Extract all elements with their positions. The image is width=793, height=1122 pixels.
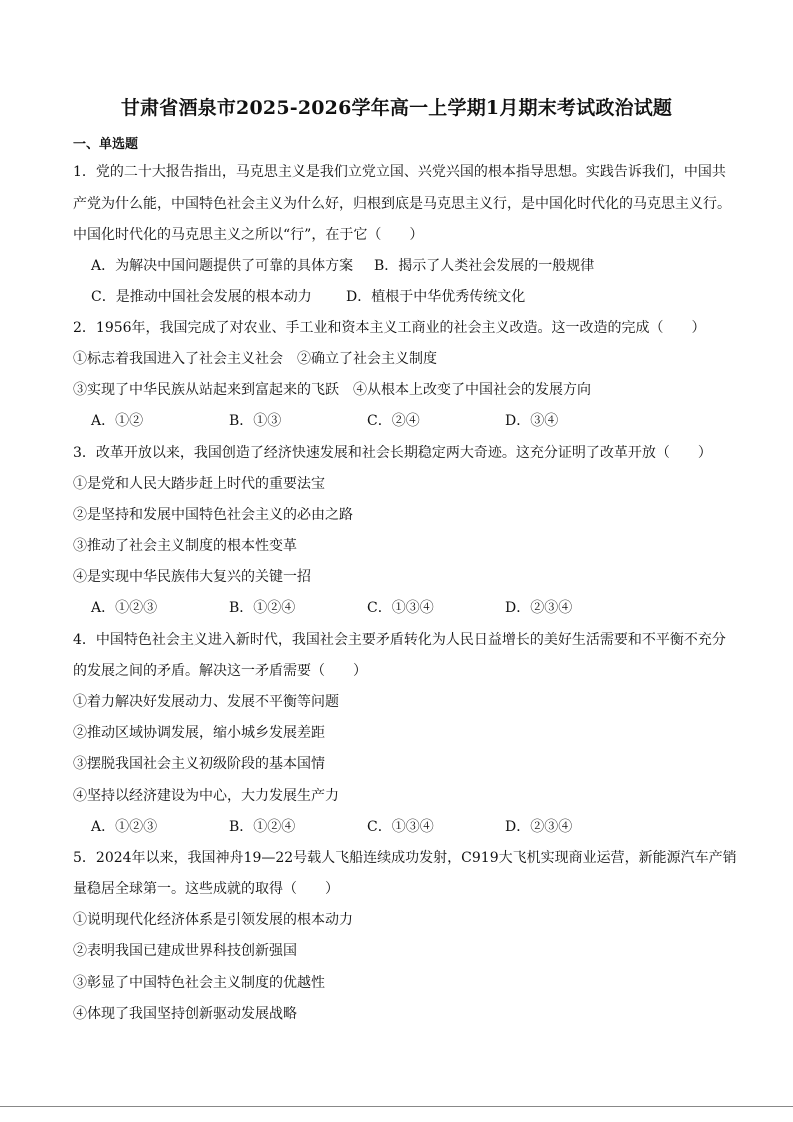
- q4-option-a: A．①②③: [91, 819, 158, 835]
- q1-options-row-2: [91, 287, 525, 307]
- q4-statement-3: ③摆脱我国社会主义初级阶段的基本国情: [73, 756, 325, 772]
- q3-options: [91, 598, 643, 618]
- q5-stem-line-1: 5．2024年以来，我国神舟19—22号载人飞船连续成功发射，C919大飞机实现商业运营，新能源汽车产销: [73, 850, 737, 866]
- q1-option-d: D．植根于中华优秀传统文化: [346, 289, 526, 305]
- q2-options: [91, 411, 643, 431]
- q3-option-d: D．②③④: [505, 600, 573, 616]
- q1-line-3: 中国化时代化的马克思主义之所以“行”，在于它（ ）: [73, 227, 424, 243]
- q1-line-1: 1．党的二十大报告指出，马克思主义是我们立党立国、兴党兴国的根本指导思想。实践告诉我们，中国共: [73, 164, 726, 180]
- q1-option-c: C．是推动中国社会发展的根本动力: [91, 289, 312, 305]
- q3-option-b: B．①②④: [229, 600, 296, 616]
- q5-statement-3: ③彰显了中国特色社会主义制度的优越性: [73, 975, 325, 991]
- q1-option-b: B．揭示了人类社会发展的一般规律: [374, 258, 595, 274]
- q2-option-a: A．①②: [91, 413, 144, 429]
- page-bottom-rule: [0, 1106, 793, 1107]
- q4-option-d: D．②③④: [505, 819, 573, 835]
- q2-statements-2: ③实现了中华民族从站起来到富起来的飞跃 ④从根本上改变了中国社会的发展方向: [73, 382, 591, 398]
- q3-statement-3: ③推动了社会主义制度的根本性变革: [73, 538, 297, 554]
- q2-option-b: B．①③: [229, 413, 282, 429]
- q2-option-c: C．②④: [367, 413, 420, 429]
- q4-statement-4: ④坚持以经济建设为中心，大力发展生产力: [73, 788, 339, 804]
- q2-option-d: D．③④: [505, 413, 559, 429]
- q4-option-b: B．①②④: [229, 819, 296, 835]
- q5-statement-2: ②表明我国已建成世界科技创新强国: [73, 943, 297, 959]
- q2-stem: 2．1956年，我国完成了对农业、手工业和资本主义工商业的社会主义改造。这一改造的完成（ ）: [73, 320, 706, 336]
- q3-statement-2: ②是坚持和发展中国特色社会主义的必由之路: [73, 507, 353, 523]
- q4-options: [91, 817, 643, 837]
- q5-stem-line-2: 量稳居全球第一。这些成就的取得（ ）: [73, 881, 339, 897]
- q3-statement-4: ④是实现中华民族伟大复兴的关键一招: [73, 569, 311, 585]
- q4-statement-1: ①着力解决好发展动力、发展不平衡等问题: [73, 694, 339, 710]
- q4-stem-line-1: 4．中国特色社会主义进入新时代，我国社会主要矛盾转化为人民日益增长的美好生活需要和不平衡不充分: [73, 632, 726, 648]
- exam-title: 甘肃省酒泉市2025-2026学年高一上学期1月期末考试政治试题: [120, 97, 673, 119]
- q1-options-row-1: [91, 256, 594, 276]
- q4-option-c: C．①③④: [367, 819, 434, 835]
- q5-statement-4: ④体现了我国坚持创新驱动发展战略: [73, 1006, 297, 1022]
- section-heading: 一、单选题: [73, 137, 139, 152]
- q5-statement-1: ①说明现代化经济体系是引领发展的根本动力: [73, 912, 353, 928]
- q3-stem: 3．改革开放以来，我国创造了经济快速发展和社会长期稳定两大奇迹。这充分证明了改革开放（ ）: [73, 445, 712, 461]
- q2-statements-1: ①标志着我国进入了社会主义社会 ②确立了社会主义制度: [73, 351, 437, 367]
- q4-stem-line-2: 的发展之间的矛盾。解决这一矛盾需要（ ）: [73, 663, 367, 679]
- q3-option-c: C．①③④: [367, 600, 434, 616]
- q3-statement-1: ①是党和人民大踏步赶上时代的重要法宝: [73, 476, 325, 492]
- q4-statement-2: ②推动区域协调发展，缩小城乡发展差距: [73, 725, 325, 741]
- q3-option-a: A．①②③: [91, 600, 158, 616]
- q1-option-a: A．为解决中国问题提供了可靠的具体方案: [91, 258, 354, 274]
- q1-line-2: 产党为什么能，中国特色社会主义为什么好，归根到底是马克思主义行，是中国化时代化的马克思主义行。: [73, 196, 731, 212]
